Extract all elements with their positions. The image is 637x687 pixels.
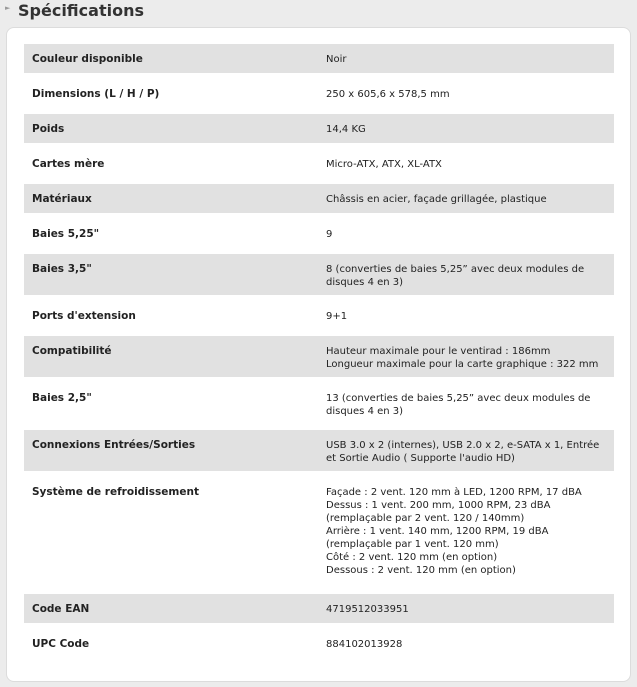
spec-value-line: Longueur maximale pour la carte graphique : 322 mm [326,359,599,370]
spec-value [326,594,614,623]
spec-value [326,623,614,664]
spec-value-line: disques 4 en 3) [326,406,404,417]
spec-row [24,594,614,623]
spec-value-line: Côté : 2 vent. 120 mm (en option) [326,552,498,563]
spec-label: Baies 5,25" [32,228,100,240]
spec-value-line: 9 [326,229,333,240]
spec-value [326,44,614,73]
spec-value-line: Châssis en acier, façade grillagée, plastique [326,194,547,205]
spec-row [24,73,614,114]
specifications-table [24,44,614,664]
spec-row [24,377,614,430]
spec-label: Code EAN [24,594,326,623]
spec-row [24,295,614,336]
spec-label: Dimensions (L / H / P) [32,88,160,100]
spec-row [24,336,614,377]
spec-row [24,143,614,184]
spec-value [326,143,614,184]
spec-row [24,44,614,73]
spec-value-line: 250 x 605,6 x 578,5 mm [326,89,450,100]
spec-value-line: Arrière : 1 vent. 140 mm, 1200 RPM, 19 dBA [326,526,549,537]
spec-value-line: 884102013928 [326,639,403,650]
spec-value-line: 4719512033951 [326,604,409,615]
spec-value-line: et Sortie Audio ( Supporte l'audio HD) [326,453,515,464]
spec-row [24,213,614,254]
spec-value-line: Dessous : 2 vent. 120 mm (en option) [326,565,516,576]
spec-value-line: (remplaçable par 2 vent. 120 / 140mm) [326,513,525,524]
spec-label: Système de refroidissement [32,486,199,498]
spec-label: Ports d'extension [32,310,136,322]
spec-value-line: 8 (converties de baies 5,25” avec deux modules de [326,264,585,275]
spec-label: Cartes mère [32,158,105,170]
triangle-right-icon: ► [5,4,11,12]
spec-label: UPC Code [32,638,90,650]
section-title: Spécifications [18,1,144,20]
spec-value [326,336,614,377]
spec-value [326,213,614,254]
spec-value-line: disques 4 en 3) [326,277,404,288]
spec-value-line: 13 (converties de baies 5,25” avec deux modules de [326,393,591,404]
spec-value-line: Noir [326,54,347,65]
spec-row [24,471,614,594]
spec-row [24,430,614,471]
spec-value [326,73,614,114]
spec-value [326,295,614,336]
spec-value [326,114,614,143]
section-header [0,0,637,24]
spec-row [24,114,614,143]
spec-label: Baies 2,5" [32,392,92,404]
spec-value-line: Hauteur maximale pour le ventirad : 186mm [326,346,551,357]
spec-label: Baies 3,5" [24,254,326,295]
spec-value-line: Micro-ATX, ATX, XL-ATX [326,159,442,170]
spec-label: Compatibilité [24,336,326,377]
spec-value-line: (remplaçable par 1 vent. 120 mm) [326,539,499,550]
spec-label: Matériaux [24,184,326,213]
spec-value [326,471,614,594]
spec-label: Connexions Entrées/Sorties [24,430,326,471]
spec-row [24,254,614,295]
spec-label: Couleur disponible [24,44,326,73]
spec-row [24,184,614,213]
spec-value-line: Façade : 2 vent. 120 mm à LED, 1200 RPM, 17 dBA [326,487,582,498]
spec-label: Poids [24,114,326,143]
spec-value-line: 9+1 [326,311,348,322]
spec-value-line: USB 3.0 x 2 (internes), USB 2.0 x 2, e-SATA x 1, Entrée [326,440,600,451]
spec-value [326,184,614,213]
spec-value-line: Dessus : 1 vent. 200 mm, 1000 RPM, 23 dBA [326,500,551,511]
spec-value [326,377,614,430]
spec-value-line: 14,4 KG [326,124,366,135]
spec-row [24,623,614,664]
spec-value [326,254,614,295]
spec-value [326,430,614,471]
